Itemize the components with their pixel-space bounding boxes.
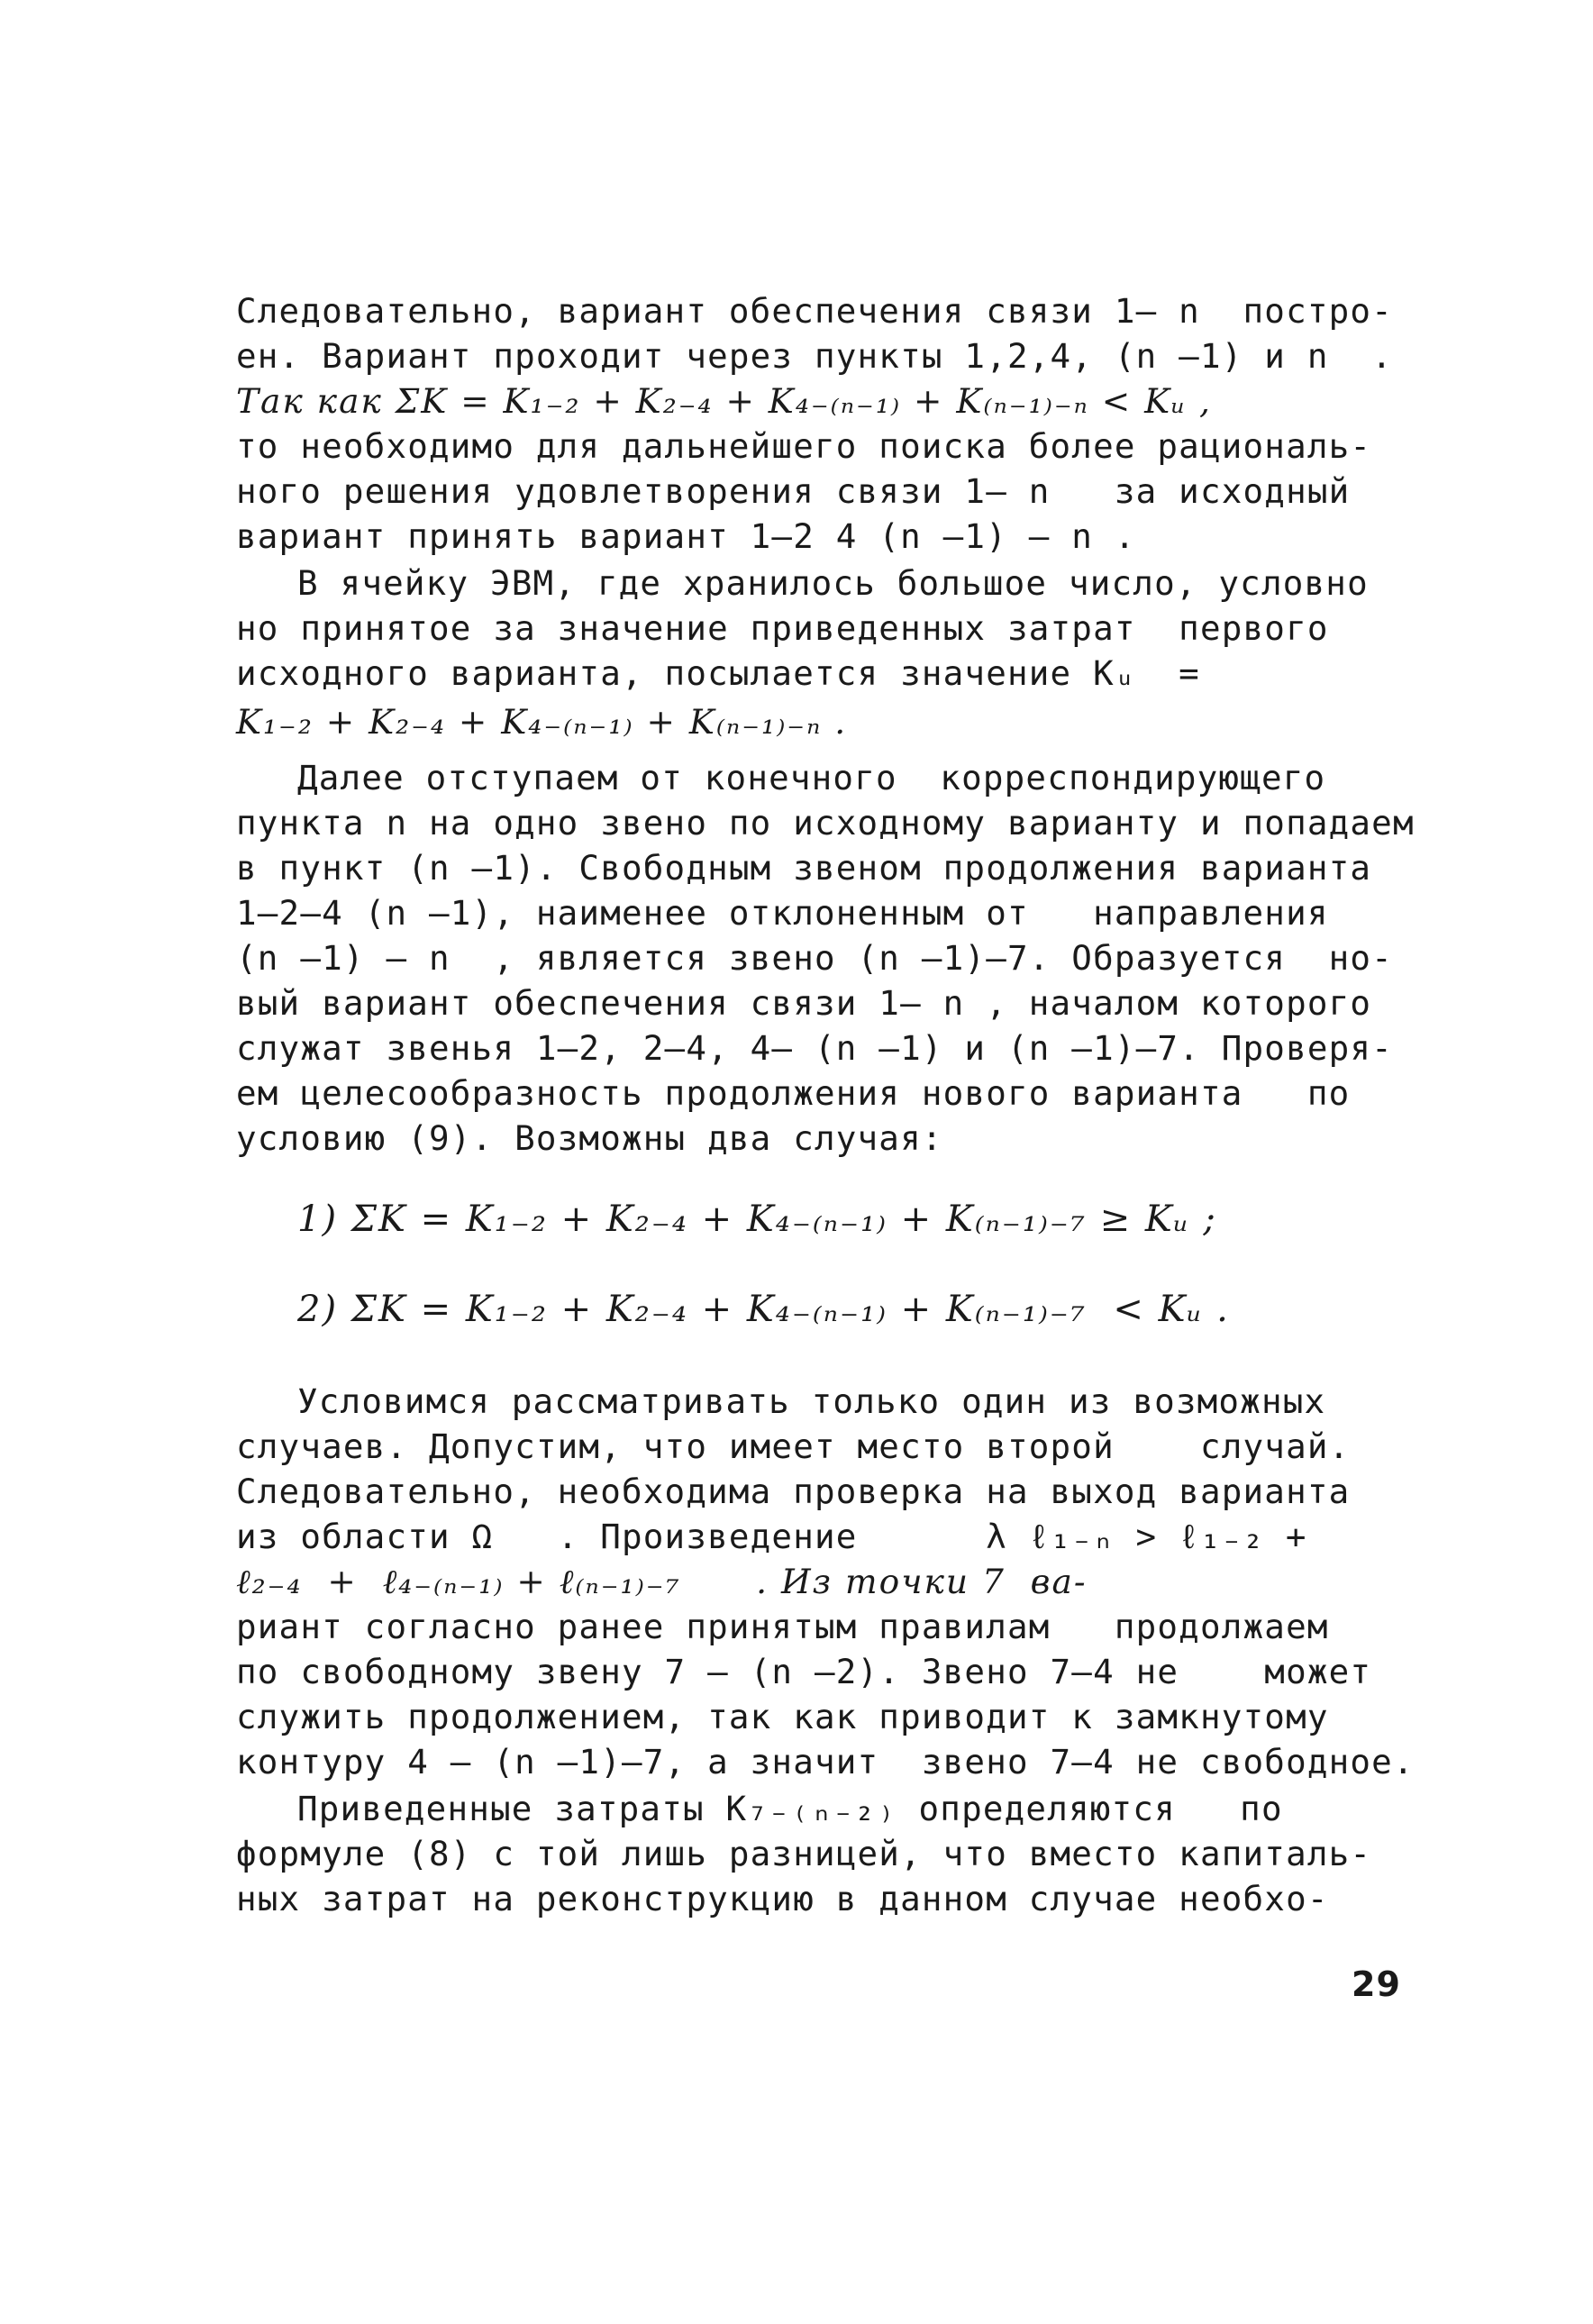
text-line-29: служить продолжением, так как приводит к замкнутому [236, 1697, 1329, 1736]
text-line-12: пункта n на одно звено по исходному варианту и попадаем [236, 803, 1415, 843]
formula-case-1: 1) ΣK = K₁₋₂ + K₂₋₄ + K₄₋₍ₙ₋₁₎ + K₍ₙ₋₁₎₋₇ ≥ Kᵤ ; [297, 1198, 1217, 1240]
text-line-17: служат звенья 1–2, 2–4, 4– (n –1) и (n –1)–7. Проверя- [236, 1028, 1393, 1068]
text-line-10-formula: K₁₋₂ + K₂₋₄ + K₄₋₍ₙ₋₁₎ + K₍ₙ₋₁₎₋ₙ . [236, 702, 848, 742]
text-line-19: условию (9). Возможны два случая: [236, 1118, 943, 1158]
text-line-28: по свободному звену 7 – (n –2). Звено 7–4 не может [236, 1652, 1372, 1691]
text-line-27: риант согласно ранее принятым правилам продолжаем [236, 1607, 1329, 1646]
text-line-9: исходного варианта, посылается значение Kᵤ = [236, 653, 1200, 693]
text-line-23: случаев. Допустим, что имеет место второй случай. [236, 1426, 1351, 1466]
text-line-5: ного решения удовлетворения связи 1– n за исходный [236, 471, 1351, 511]
text-line-15: (n –1) – n , является звено (n –1)–7. Образуется но- [236, 938, 1393, 978]
text-line-4: то необходимо для дальнейшего поиска более рациональ- [236, 426, 1372, 466]
text-line-11: Далее отступаем от конечного корреспондирующего [297, 758, 1326, 797]
formula-case-2: 2) ΣK = K₁₋₂ + K₂₋₄ + K₄₋₍ₙ₋₁₎ + K₍ₙ₋₁₎₋₇ < Kᵤ . [297, 1289, 1230, 1330]
text-line-1: Следовательно, вариант обеспечения связи 1– n постро- [236, 291, 1393, 331]
text-line-6: вариант принять вариант 1–2 4 (n –1) – n . [236, 516, 1136, 556]
text-line-24: Следовательно, необходима проверка на выход варианта [236, 1472, 1351, 1511]
text-line-13: в пункт (n –1). Свободным звеном продолжения варианта [236, 848, 1372, 888]
text-line-25: из области Ω . Произведение λ ℓ₁₋ₙ > ℓ₁₋₂ + [236, 1517, 1307, 1556]
text-line-8: но принятое за значение приведенных затрат первого [236, 608, 1329, 648]
text-line-30: контуру 4 – (n –1)–7, а значит звено 7–4 не свободное. [236, 1742, 1415, 1782]
text-line-18: ем целесообразность продолжения нового варианта по [236, 1073, 1351, 1113]
text-line-31: Приведенные затраты K₇₋₍ₙ₋₂₎ определяются по [297, 1789, 1283, 1828]
page-number: 29 [1352, 1964, 1401, 2004]
text-line-3-formula: Так как ΣK = K₁₋₂ + K₂₋₄ + K₄₋₍ₙ₋₁₎ + K₍ₙ₋₁₎₋ₙ < Kᵤ , [236, 381, 1212, 421]
text-line-33: ных затрат на реконструкцию в данном случае необхо- [236, 1879, 1329, 1918]
text-line-7: В ячейку ЭВМ, где хранилось большое число, условно [297, 563, 1369, 603]
text-line-22: Условимся рассматривать только один из возможных [297, 1381, 1326, 1421]
text-line-32: формуле (8) с той лишь разницей, что вместо капиталь- [236, 1834, 1372, 1873]
text-line-26-formula: ℓ₂₋₄ + ℓ₄₋₍ₙ₋₁₎ + ℓ₍ₙ₋₁₎₋₇ . Из точки 7 ва- [236, 1562, 1088, 1601]
text-line-16: вый вариант обеспечения связи 1– n , началом которого [236, 983, 1372, 1023]
text-line-2: ен. Вариант проходит через пункты 1,2,4, (n –1) и n . [236, 336, 1393, 376]
text-line-14: 1–2–4 (n –1), наименее отклоненным от направления [236, 893, 1329, 933]
